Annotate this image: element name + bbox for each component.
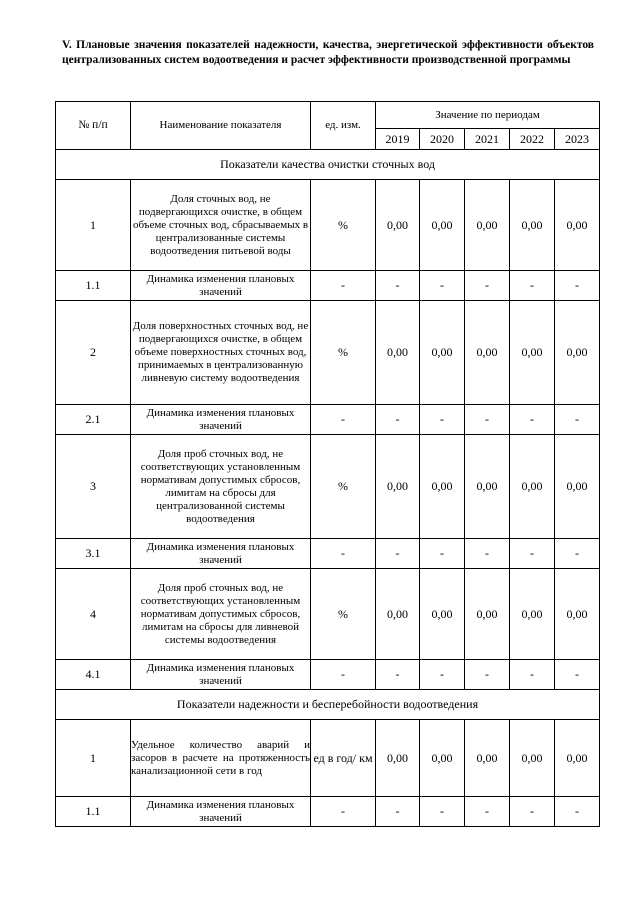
value-cell: -	[420, 539, 465, 569]
value-cell: 0,00	[465, 569, 510, 660]
unit-cell: %	[311, 569, 376, 660]
row-number: 4.1	[56, 660, 131, 690]
row-number: 3	[56, 435, 131, 539]
row-number: 1	[56, 180, 131, 271]
indicator-name: Динамика изменения плановых значений	[131, 405, 311, 435]
header-year: 2023	[555, 129, 600, 150]
header-year: 2019	[376, 129, 420, 150]
value-cell: -	[510, 271, 555, 301]
value-cell: -	[465, 271, 510, 301]
header-year: 2020	[420, 129, 465, 150]
indicator-name: Динамика изменения плановых значений	[131, 660, 311, 690]
indicator-name: Динамика изменения плановых значений	[131, 797, 311, 827]
value-cell: 0,00	[420, 180, 465, 271]
section-title: Показатели надежности и бесперебойности водоотведения	[56, 690, 600, 720]
indicators-table	[55, 101, 600, 827]
header-name: Наименование показателя	[131, 102, 311, 150]
value-cell: 0,00	[555, 720, 600, 797]
value-cell: 0,00	[510, 720, 555, 797]
value-cell: 0,00	[510, 301, 555, 405]
value-cell: -	[465, 660, 510, 690]
value-cell: -	[465, 539, 510, 569]
value-cell: 0,00	[465, 435, 510, 539]
row-number: 4	[56, 569, 131, 660]
table-row	[56, 301, 600, 405]
value-cell: 0,00	[555, 569, 600, 660]
header-unit: ед. изм.	[311, 102, 376, 150]
unit-cell: -	[311, 271, 376, 301]
value-cell: 0,00	[510, 569, 555, 660]
indicator-name: Доля сточных вод, не подвергающихся очистке, в общем объеме сточных вод, сбрасываемых в централизованные системы водоотведения питьевой воды	[131, 180, 311, 271]
value-cell: 0,00	[376, 180, 420, 271]
value-cell: 0,00	[555, 435, 600, 539]
unit-cell: -	[311, 660, 376, 690]
value-cell: 0,00	[376, 569, 420, 660]
value-cell: 0,00	[376, 435, 420, 539]
unit-cell: ед в год/ км	[311, 720, 376, 797]
value-cell: -	[510, 660, 555, 690]
value-cell: 0,00	[555, 301, 600, 405]
unit-cell: %	[311, 435, 376, 539]
value-cell: 0,00	[510, 435, 555, 539]
value-cell: -	[465, 797, 510, 827]
value-cell: -	[376, 660, 420, 690]
value-cell: -	[376, 405, 420, 435]
row-number: 1	[56, 720, 131, 797]
unit-cell: -	[311, 405, 376, 435]
value-cell: -	[510, 405, 555, 435]
header-num: № п/п	[56, 102, 131, 150]
table-row	[56, 797, 600, 827]
table-row	[56, 539, 600, 569]
section-title: Показатели качества очистки сточных вод	[56, 150, 600, 180]
indicator-name: Доля проб сточных вод, не соответствующих установленным нормативам допустимых сбросов, лимитам на сбросы для централизованной системы водоотведения	[131, 435, 311, 539]
value-cell: 0,00	[376, 301, 420, 405]
value-cell: 0,00	[420, 720, 465, 797]
value-cell: -	[420, 405, 465, 435]
value-cell: 0,00	[465, 180, 510, 271]
header-year: 2021	[465, 129, 510, 150]
value-cell: 0,00	[465, 301, 510, 405]
header-year: 2022	[510, 129, 555, 150]
value-cell: -	[555, 539, 600, 569]
header-periods: Значение по периодам	[376, 102, 600, 129]
value-cell: -	[555, 405, 600, 435]
indicator-name: Доля поверхностных сточных вод, не подвергающихся очистке, в общем объеме поверхностных сточных вод, принимаемых в централизованную ливневую систему водоотведения	[131, 301, 311, 405]
value-cell: 0,00	[420, 301, 465, 405]
value-cell: -	[555, 660, 600, 690]
value-cell: -	[465, 405, 510, 435]
table-row	[56, 180, 600, 271]
row-number: 2	[56, 301, 131, 405]
value-cell: 0,00	[555, 180, 600, 271]
indicator-name: Динамика изменения плановых значений	[131, 539, 311, 569]
unit-cell: %	[311, 301, 376, 405]
unit-cell: -	[311, 539, 376, 569]
indicator-name: Доля проб сточных вод, не соответствующих установленным нормативам допустимых сбросов, лимитам на сбросы для ливневой системы водоотведения	[131, 569, 311, 660]
value-cell: -	[376, 271, 420, 301]
value-cell: 0,00	[420, 569, 465, 660]
row-number: 1.1	[56, 797, 131, 827]
table-row	[56, 271, 600, 301]
value-cell: -	[510, 539, 555, 569]
table-row	[56, 435, 600, 539]
value-cell: 0,00	[420, 435, 465, 539]
value-cell: -	[420, 660, 465, 690]
table-row	[56, 405, 600, 435]
value-cell: -	[420, 271, 465, 301]
value-cell: -	[555, 797, 600, 827]
value-cell: -	[376, 797, 420, 827]
row-number: 1.1	[56, 271, 131, 301]
indicator-name: Удельное количество аварий и засоров в расчете на протяженность канализационной сети в год	[131, 720, 311, 797]
table-row	[56, 660, 600, 690]
row-number: 2.1	[56, 405, 131, 435]
indicator-name: Динамика изменения плановых значений	[131, 271, 311, 301]
table-row	[56, 569, 600, 660]
value-cell: -	[555, 271, 600, 301]
table-row	[56, 720, 600, 797]
value-cell: -	[510, 797, 555, 827]
value-cell: 0,00	[510, 180, 555, 271]
value-cell: 0,00	[465, 720, 510, 797]
value-cell: -	[420, 797, 465, 827]
value-cell: -	[376, 539, 420, 569]
section-heading: V. Плановые значения показателей надежности, качества, энергетической эффективности объектов централизованных систем водоотведения и расчет эффективности производственной программы	[62, 39, 594, 66]
unit-cell: -	[311, 797, 376, 827]
value-cell: 0,00	[376, 720, 420, 797]
row-number: 3.1	[56, 539, 131, 569]
unit-cell: %	[311, 180, 376, 271]
